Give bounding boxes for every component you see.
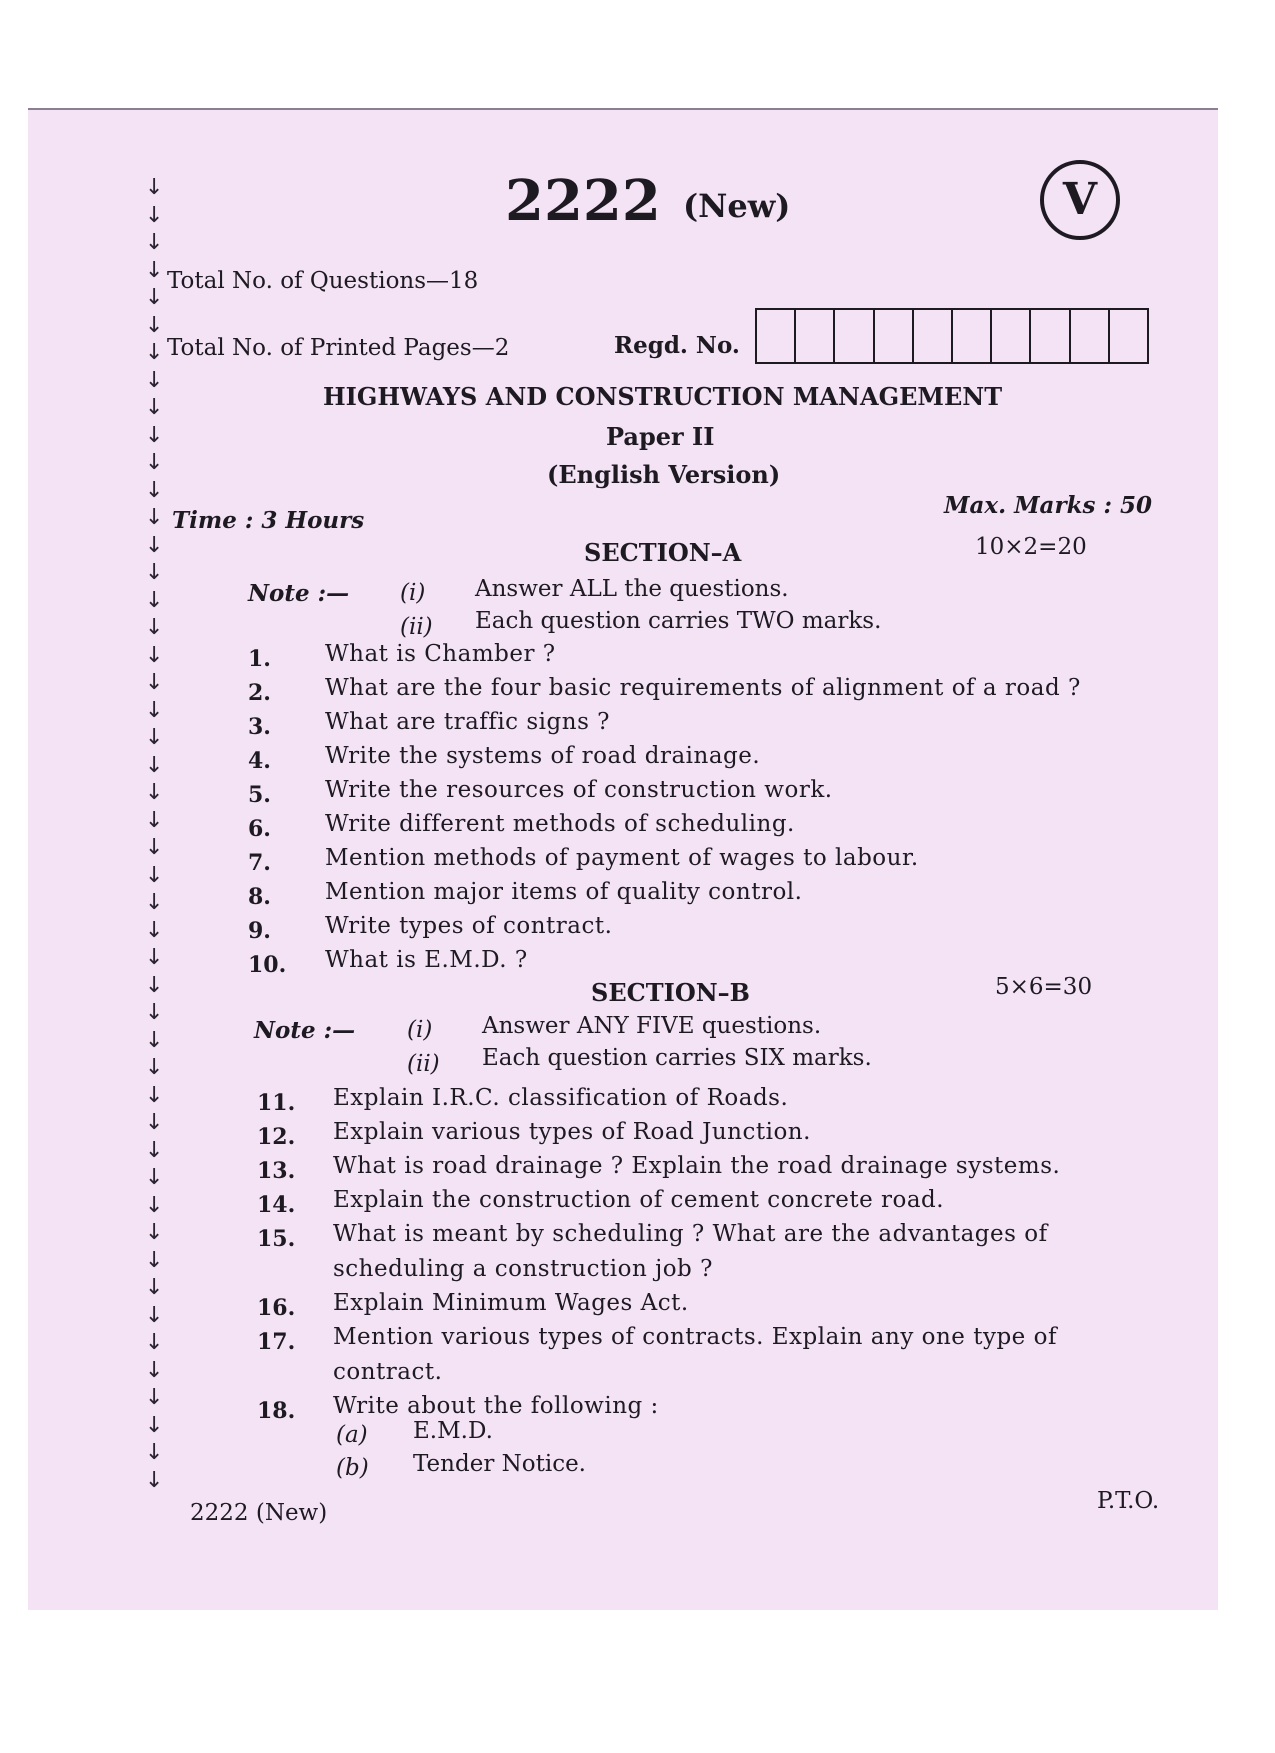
question-text: Mention major items of quality control.: [325, 879, 803, 905]
margin-arrow-icon: ↓: [145, 450, 164, 475]
margin-arrow-icon: ↓: [145, 972, 164, 998]
margin-arrow-icon: ↓: [145, 1082, 164, 1108]
question-number: 3.: [248, 714, 271, 740]
footer-code: 2222 (New): [190, 1500, 328, 1526]
question-number: 15.: [257, 1226, 296, 1252]
margin-arrow-icon: ↓: [145, 202, 164, 228]
margin-arrow-icon: ↓: [145, 587, 164, 613]
margin-arrow-icon: ↓: [145, 1412, 164, 1438]
question-number: 14.: [257, 1192, 296, 1218]
section-a-note-num: (i): [400, 580, 426, 606]
question-text: Explain various types of Road Junction.: [333, 1119, 811, 1145]
question-continuation: contract.: [333, 1359, 443, 1385]
question-text: Mention various types of contracts. Explain any one type of: [333, 1324, 1057, 1350]
question-number: 16.: [257, 1295, 296, 1321]
paper-code: 2222: [505, 168, 661, 234]
margin-arrow-icon: ↓: [145, 257, 164, 283]
margin-arrow-icon: ↓: [145, 917, 164, 943]
margin-arrow-icon: ↓: [145, 1302, 164, 1328]
question-number: 11.: [257, 1090, 296, 1116]
regd-digit-box: [1110, 310, 1147, 362]
regd-digit-box: [1031, 310, 1070, 362]
regd-label: Regd. No.: [614, 332, 740, 359]
margin-arrow-icon: ↓: [145, 1275, 164, 1300]
margin-arrow-icon: ↓: [145, 1247, 164, 1273]
regd-digit-box: [992, 310, 1031, 362]
section-a-note-label: Note :—: [248, 580, 350, 607]
question-number: 6.: [248, 816, 271, 842]
margin-arrow-icon: ↓: [145, 1440, 164, 1465]
total-pages: Total No. of Printed Pages—2: [167, 335, 510, 361]
question-text: Explain the construction of cement concrete road.: [333, 1187, 945, 1213]
margin-arrow-icon: ↓: [145, 1137, 164, 1163]
section-b-note-label: Note :—: [254, 1017, 356, 1044]
max-marks: Max. Marks : 50: [944, 492, 1152, 519]
question-text: What is meant by scheduling ? What are the advantages of: [333, 1221, 1048, 1247]
question-number: 2.: [248, 680, 271, 706]
question-number: 18.: [257, 1398, 296, 1424]
margin-arrow-icon: ↓: [145, 945, 164, 970]
regd-digit-box: [953, 310, 992, 362]
margin-arrow-icon: ↓: [145, 1055, 164, 1080]
section-b-note-num: (i): [407, 1017, 433, 1043]
question-number: 13.: [257, 1158, 296, 1184]
question-continuation: scheduling a construction job ?: [333, 1256, 713, 1282]
margin-arrow-icon: ↓: [145, 532, 164, 558]
question-text: What is road drainage ? Explain the road drainage systems.: [333, 1153, 1061, 1179]
margin-arrow-icon: ↓: [145, 670, 164, 695]
subject-title: HIGHWAYS AND CONSTRUCTION MANAGEMENT: [323, 382, 1003, 411]
regd-digit-box: [914, 310, 953, 362]
section-a-marks: 10×2=20: [975, 534, 1087, 560]
regd-digit-box: [757, 310, 796, 362]
question-text: Explain Minimum Wages Act.: [333, 1290, 689, 1316]
question-number: 7.: [248, 850, 271, 876]
question-text: Write about the following :: [333, 1393, 659, 1419]
regd-digit-box: [835, 310, 874, 362]
margin-arrow-icon: ↓: [145, 1165, 164, 1190]
margin-arrow-icon: ↓: [145, 1357, 164, 1383]
margin-arrow-icon: ↓: [145, 1330, 164, 1355]
section-b-note: Answer ANY FIVE questions.: [482, 1013, 822, 1039]
margin-arrow-icon: ↓: [145, 1467, 164, 1493]
regd-digit-box: [1071, 310, 1110, 362]
margin-arrow-icon: ↓: [145, 340, 164, 365]
section-b-note: Each question carries SIX marks.: [482, 1045, 872, 1071]
margin-arrow-icon: ↓: [145, 642, 164, 668]
section-a-note: Each question carries TWO marks.: [475, 608, 882, 634]
set-badge: V: [1040, 160, 1120, 240]
margin-arrow-icon: ↓: [145, 477, 164, 503]
question-number: 9.: [248, 918, 271, 944]
question-text: Explain I.R.C. classification of Roads.: [333, 1085, 789, 1111]
question-text: Mention methods of payment of wages to labour.: [325, 845, 919, 871]
margin-arrow-icon: ↓: [145, 505, 164, 530]
sub-item-text: E.M.D.: [413, 1418, 493, 1444]
regd-digit-box: [796, 310, 835, 362]
question-text: What are the four basic requirements of alignment of a road ?: [325, 675, 1081, 701]
margin-arrow-icon: ↓: [145, 807, 164, 833]
total-questions: Total No. of Questions—18: [167, 268, 479, 294]
exam-time: Time : 3 Hours: [172, 507, 365, 534]
paper-edition: (New): [683, 187, 791, 225]
section-a-note-num: (ii): [400, 614, 433, 640]
question-number: 12.: [257, 1124, 296, 1150]
question-number: 4.: [248, 748, 271, 774]
margin-arrow-icon: ↓: [145, 615, 164, 640]
regd-number-grid: [755, 308, 1149, 364]
section-a-note: Answer ALL the questions.: [475, 576, 789, 602]
question-text: What is Chamber ?: [325, 641, 556, 667]
question-text: Write types of contract.: [325, 913, 613, 939]
section-a-heading: SECTION–A: [584, 538, 742, 567]
sub-item-num: (a): [336, 1422, 368, 1448]
question-text: Write different methods of scheduling.: [325, 811, 795, 837]
margin-arrow-icon: ↓: [145, 752, 164, 778]
sub-item-num: (b): [336, 1455, 369, 1481]
question-number: 5.: [248, 782, 271, 808]
question-text: Write the systems of road drainage.: [325, 743, 761, 769]
question-number: 1.: [248, 646, 271, 672]
question-text: What is E.M.D. ?: [325, 947, 528, 973]
margin-arrow-icon: ↓: [145, 835, 164, 860]
margin-arrow-icon: ↓: [145, 230, 164, 255]
margin-arrow-icon: ↓: [145, 1110, 164, 1135]
margin-arrow-icon: ↓: [145, 862, 164, 888]
margin-arrow-icon: ↓: [145, 1027, 164, 1053]
paper-number: Paper II: [606, 422, 715, 451]
section-b-heading: SECTION–B: [591, 978, 750, 1007]
section-b-marks: 5×6=30: [995, 974, 1093, 1000]
question-number: 10.: [248, 952, 287, 978]
margin-arrow-column: [145, 175, 175, 1495]
question-number: 17.: [257, 1329, 296, 1355]
margin-arrow-icon: ↓: [145, 285, 164, 310]
sub-item-text: Tender Notice.: [413, 1451, 586, 1477]
margin-arrow-icon: ↓: [145, 422, 164, 448]
margin-arrow-icon: ↓: [145, 725, 164, 750]
margin-arrow-icon: ↓: [145, 1220, 164, 1245]
margin-arrow-icon: ↓: [145, 175, 164, 200]
margin-arrow-icon: ↓: [145, 780, 164, 805]
margin-arrow-icon: ↓: [145, 395, 164, 420]
margin-arrow-icon: ↓: [145, 367, 164, 393]
question-text: What are traffic signs ?: [325, 709, 611, 735]
margin-arrow-icon: ↓: [145, 312, 164, 338]
paper-version: (English Version): [547, 460, 781, 489]
margin-arrow-icon: ↓: [145, 1385, 164, 1410]
question-number: 8.: [248, 884, 271, 910]
margin-arrow-icon: ↓: [145, 1192, 164, 1218]
section-b-note-num: (ii): [407, 1051, 440, 1077]
margin-arrow-icon: ↓: [145, 697, 164, 723]
question-text: Write the resources of construction work.: [325, 777, 833, 803]
page-turn-note: P.T.O.: [1097, 1488, 1160, 1514]
margin-arrow-icon: ↓: [145, 1000, 164, 1025]
margin-arrow-icon: ↓: [145, 890, 164, 915]
margin-arrow-icon: ↓: [145, 560, 164, 585]
regd-digit-box: [875, 310, 914, 362]
